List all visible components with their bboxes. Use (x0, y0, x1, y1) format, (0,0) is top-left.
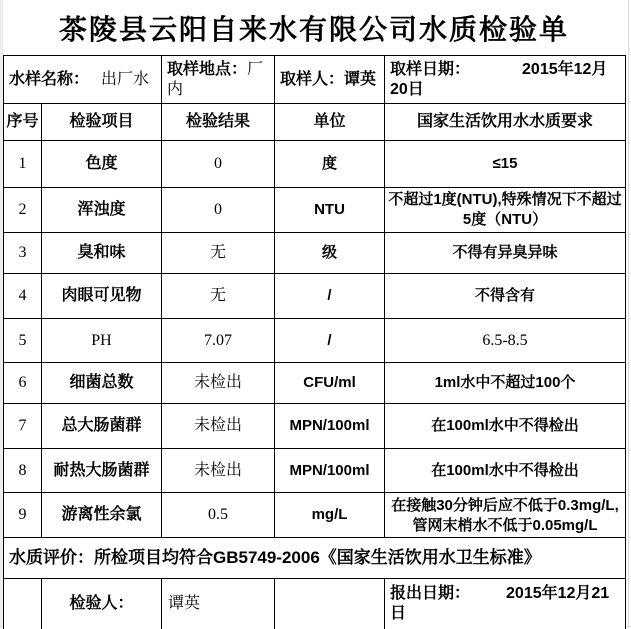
sampler-value: 谭英 (344, 70, 377, 88)
page-edge-right (628, 0, 629, 628)
sample-date-label: 取样日期： (390, 60, 471, 78)
row-item: 游离性余氯 (42, 493, 162, 538)
inspection-table (3, 55, 626, 629)
report-title: 茶陵县云阳自来水有限公司水质检验单 (58, 13, 569, 45)
header-row (4, 104, 626, 141)
table-row (4, 404, 626, 449)
row-unit: / (275, 319, 385, 363)
row-item: 臭和味 (42, 233, 162, 274)
report-date-value: 2015年12月21日 (390, 584, 610, 622)
row-requirement: 在100ml水中不得检出 (385, 404, 626, 449)
row-unit: MPN/100ml (275, 404, 385, 449)
row-result: 未检出 (162, 404, 275, 449)
row-requirement: 不超过1度(NTU),特殊情况下不超过5度（NTU） (385, 188, 626, 233)
row-result: 7.07 (162, 319, 275, 363)
row-unit: MPN/100ml (275, 449, 385, 493)
row-unit: 级 (275, 233, 385, 274)
row-item: 浑浊度 (42, 188, 162, 233)
row-no: 6 (4, 363, 42, 404)
table-row (4, 188, 626, 233)
table-row (4, 319, 626, 363)
table-row (4, 233, 626, 274)
row-result: 无 (162, 233, 275, 274)
sample-date-value: 2015年12月20日 (390, 60, 608, 98)
row-result: 无 (162, 274, 275, 319)
row-result: 0 (162, 141, 275, 188)
evaluation-row (4, 538, 626, 579)
row-requirement: 在100ml水中不得检出 (385, 449, 626, 493)
row-requirement: 1ml水中不超过100个 (385, 363, 626, 404)
inspector-value: 谭英 (162, 579, 275, 629)
footer-empty-cell (4, 579, 42, 629)
row-unit: CFU/ml (275, 363, 385, 404)
sample-date-cell (385, 56, 626, 104)
row-item: 色度 (42, 141, 162, 188)
row-no: 1 (4, 141, 42, 188)
sample-info-row (4, 56, 626, 104)
report-date-label: 报出日期： (390, 584, 471, 602)
evaluation-text: 水质评价：所检项目均符合GB5749-2006《国家生活饮用水卫生标准》 (4, 538, 626, 579)
column-header-item: 检验项目 (42, 104, 162, 141)
row-item: PH (42, 319, 162, 363)
sample-name-label: 水样名称： (9, 70, 90, 88)
row-unit: NTU (275, 188, 385, 233)
footer-row (4, 579, 626, 629)
row-unit: 度 (275, 141, 385, 188)
column-header-no: 序号 (4, 104, 42, 141)
table-row (4, 141, 626, 188)
row-result: 0 (162, 188, 275, 233)
row-item: 细菌总数 (42, 363, 162, 404)
column-header-unit: 单位 (275, 104, 385, 141)
row-requirement: ≤15 (385, 141, 626, 188)
row-no: 4 (4, 274, 42, 319)
row-unit: mg/L (275, 493, 385, 538)
inspector-label: 检验人： (42, 579, 162, 629)
sampler-label: 取样人： (280, 70, 345, 88)
row-requirement (385, 493, 626, 538)
sample-name-cell (4, 56, 162, 104)
row-requirement: 不得含有 (385, 274, 626, 319)
sample-location-label: 取样地点： (167, 60, 248, 78)
column-header-requirement: 国家生活饮用水水质要求 (385, 104, 626, 141)
table-row (4, 274, 626, 319)
sample-name-value: 出厂水 (101, 70, 150, 88)
row-no: 3 (4, 233, 42, 274)
row-requirement: 6.5-8.5 (385, 319, 626, 363)
table-row (4, 363, 626, 404)
row-no: 8 (4, 449, 42, 493)
sample-location-value: 厂内 (167, 60, 264, 98)
footer-empty-cell (275, 579, 385, 629)
row-no: 5 (4, 319, 42, 363)
row-no: 9 (4, 493, 42, 538)
row-result: 未检出 (162, 363, 275, 404)
row-item: 总大肠菌群 (42, 404, 162, 449)
table-row (4, 493, 626, 538)
row-no: 2 (4, 188, 42, 233)
column-header-result: 检验结果 (162, 104, 275, 141)
row-no: 7 (4, 404, 42, 449)
clipped-requirement-text: 在接触30分钟后应不低于0.3mg/L,管网末梢水不低于0.05mg/L (391, 496, 619, 534)
row-item: 耐热大肠菌群 (42, 449, 162, 493)
row-requirement: 不得有异臭异味 (385, 233, 626, 274)
row-result: 0.5 (162, 493, 275, 538)
sampler-cell (275, 56, 385, 104)
row-unit: / (275, 274, 385, 319)
sample-location-cell (162, 56, 275, 104)
row-item: 肉眼可见物 (42, 274, 162, 319)
row-result: 未检出 (162, 449, 275, 493)
report-date-cell (385, 579, 626, 629)
table-row (4, 449, 626, 493)
